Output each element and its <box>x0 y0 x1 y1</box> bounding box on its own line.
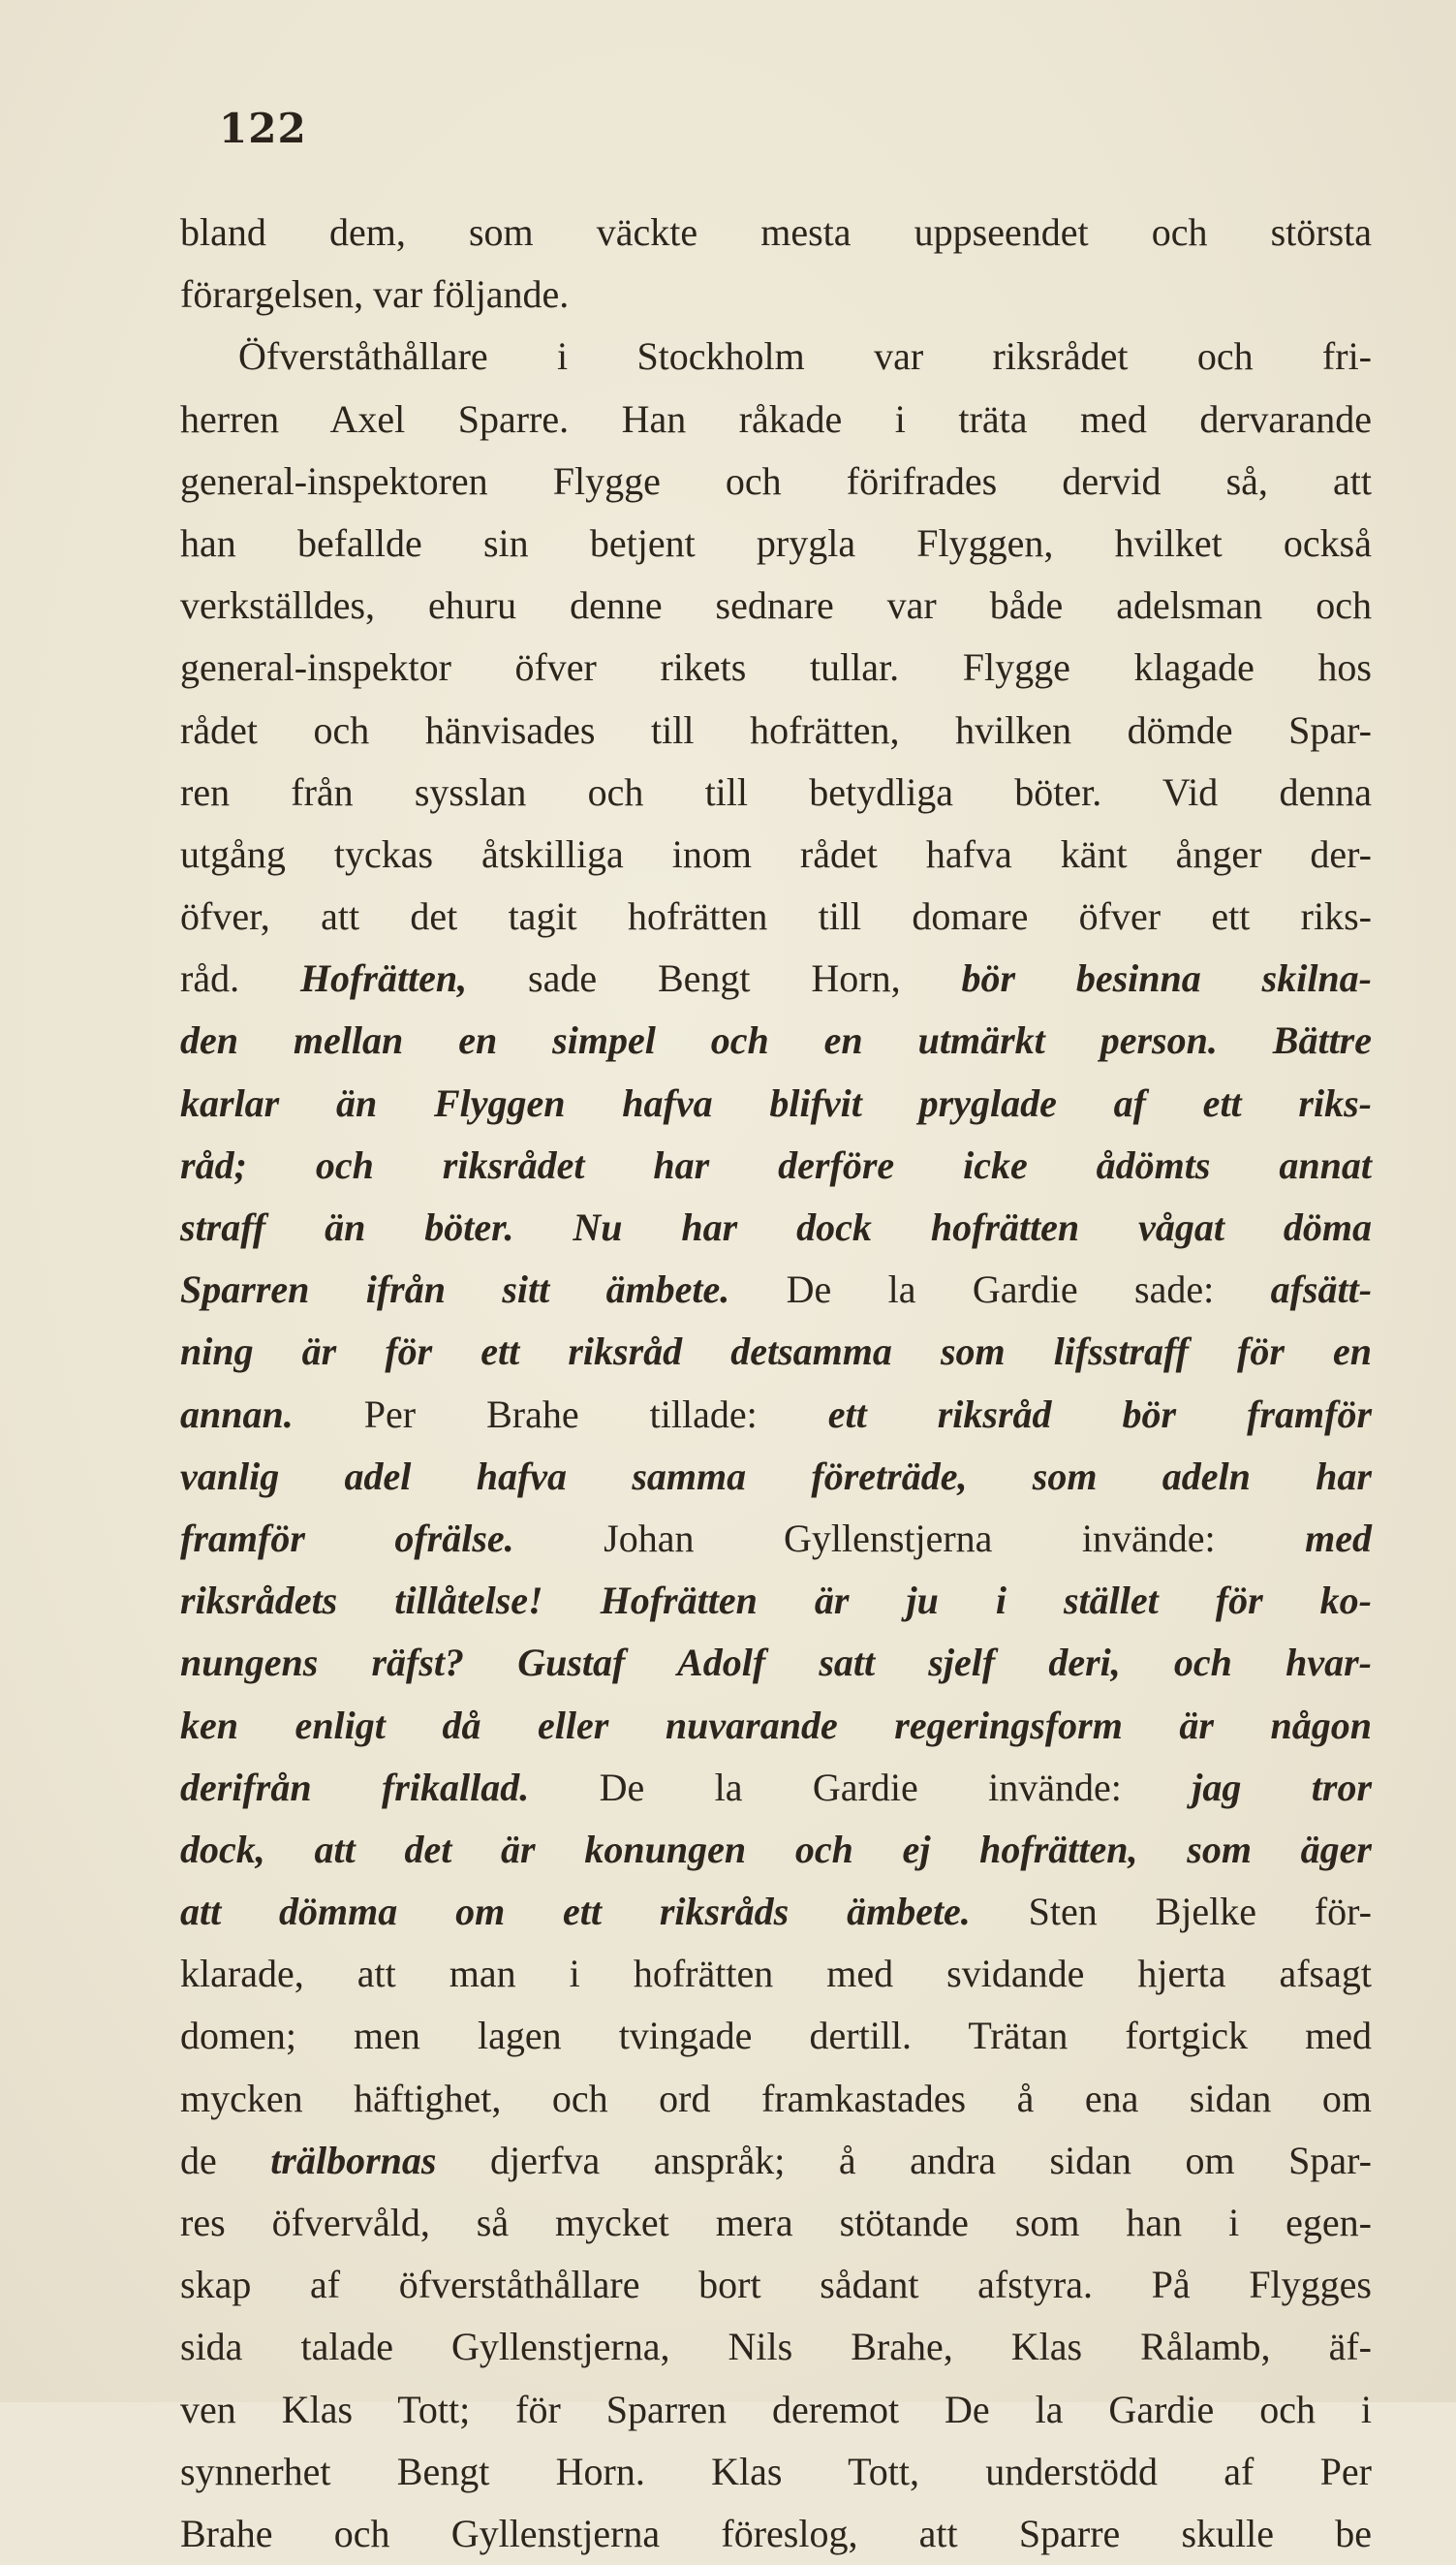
text-line <box>180 1259 1372 1321</box>
italic-text-segment: framför ofrälse. <box>180 1516 514 1560</box>
text-segment: förargelsen, var följande. <box>180 272 570 317</box>
text-segment: ren från sysslan och till betydliga böter. Vid denna <box>180 769 1372 814</box>
text-line <box>180 575 1372 637</box>
text-line <box>180 700 1372 762</box>
text-line <box>180 762 1372 824</box>
italic-text-segment: vanlig adel hafva samma företräde, som adeln har <box>180 1454 1372 1498</box>
text-line <box>180 2254 1372 2316</box>
text-line <box>180 1197 1372 1259</box>
text-segment: rådet och hänvisades till hofrätten, hvilken dömde Spar- <box>180 707 1372 752</box>
italic-text-segment: råd; och riksrådet har derföre icke ådömts annat <box>180 1142 1372 1187</box>
text-segment: sade Bengt Horn, <box>467 956 962 1001</box>
text-line <box>180 513 1372 575</box>
text-line <box>180 2441 1372 2503</box>
italic-text-segment: bör besinna skilna- <box>961 956 1373 1001</box>
text-line <box>180 1073 1372 1135</box>
italic-text-segment: karlar än Flyggen hafva blifvit pryglade af ett riks- <box>180 1080 1372 1125</box>
text-segment: han befallde sin betjent prygla Flyggen, hvilket också <box>180 520 1372 565</box>
text-line <box>180 1695 1372 1757</box>
text-segment: herren Axel Sparre. Han råkade i träta med dervarande <box>180 396 1372 441</box>
text-line <box>180 1135 1372 1197</box>
text-line <box>180 2316 1372 2378</box>
text-line <box>180 1632 1372 1694</box>
text-line <box>180 1508 1372 1570</box>
text-segment: Sten Bjelke för- <box>970 1890 1372 1934</box>
text-line <box>180 1446 1372 1508</box>
italic-text-segment: trälbornas <box>270 2138 437 2182</box>
italic-text-segment: med <box>1305 1516 1372 1560</box>
italic-text-segment: Sparren ifrån sitt ämbete. <box>180 1267 730 1312</box>
text-line <box>180 948 1372 1010</box>
text-segment: general-inspektoren Flygge och förifrades dervid så, att <box>180 458 1372 503</box>
text-line <box>180 1881 1372 1943</box>
italic-text-segment: straff än böter. Nu har dock hofrätten vågat döma <box>180 1205 1372 1249</box>
text-line <box>180 2068 1372 2130</box>
text-line <box>180 1010 1372 1072</box>
text-line <box>180 1321 1372 1383</box>
text-segment: de <box>180 2138 271 2182</box>
text-line <box>180 2379 1372 2441</box>
text-line <box>180 202 1372 264</box>
italic-text-segment: ken enligt då eller nuvarande regeringsform är någon <box>180 1703 1372 1747</box>
text-segment: mycken häftighet, och ord framkastades å ena sidan om <box>180 2076 1372 2120</box>
italic-text-segment: annan. <box>180 1392 294 1436</box>
text-line <box>180 1757 1372 1819</box>
italic-text-segment: att dömma om ett riksråds ämbete. <box>180 1890 971 1934</box>
text-segment: De la Gardie sade: <box>729 1267 1271 1312</box>
text-segment: öfver, att det tagit hofrätten till domare öfver ett riks- <box>180 894 1372 939</box>
text-line <box>180 824 1372 886</box>
text-line <box>180 264 1372 326</box>
text-segment: råd. <box>180 956 300 1001</box>
text-segment: domen; men lagen tvingade dertill. Trätan fortgick med <box>180 2014 1372 2058</box>
italic-text-segment: jag tror <box>1192 1765 1373 1809</box>
text-line <box>180 2503 1372 2565</box>
italic-text-segment: den mellan en simpel och en utmärkt person. Bättre <box>180 1018 1372 1063</box>
text-segment: De la Gardie invände: <box>529 1765 1193 1809</box>
text-segment: djerfva anspråk; å andra sidan om Spar- <box>436 2138 1372 2182</box>
italic-text-segment: dock, att det är konungen och ej hofrätten, som äger <box>180 1827 1372 1871</box>
text-segment: res öfvervåld, så mycket mera stötande som han i egen- <box>180 2201 1372 2244</box>
italic-text-segment: riksrådets tillåtelse! Hofrätten är ju i stället för ko- <box>180 1579 1372 1623</box>
text-line <box>180 389 1372 451</box>
text-line <box>180 637 1372 699</box>
text-segment: Öfverståthållare i Stockholm var riksrådet och fri- <box>238 334 1372 379</box>
text-line <box>180 1943 1372 2005</box>
italic-text-segment: derifrån frikallad. <box>180 1765 530 1809</box>
text-line <box>180 2005 1372 2067</box>
text-line <box>180 451 1372 513</box>
text-segment: bland dem, som väckte mesta uppseendet och största <box>180 210 1372 254</box>
text-segment: synnerhet Bengt Horn. Klas Tott, understödd af Per <box>180 2449 1372 2493</box>
text-line <box>180 2192 1372 2254</box>
text-line <box>180 1819 1372 1881</box>
text-line <box>180 326 1372 388</box>
italic-text-segment: afsätt- <box>1270 1267 1373 1312</box>
text-segment: Johan Gyllenstjerna invände: <box>513 1516 1306 1560</box>
body-text <box>180 202 1372 2565</box>
text-segment: klarade, att man i hofrätten med svidande hjerta afsagt <box>180 1952 1372 1996</box>
italic-text-segment: ett riksråd bör framför <box>827 1392 1373 1436</box>
text-segment: Brahe och Gyllenstjerna föreslog, att Sparre skulle be <box>180 2511 1372 2555</box>
text-line <box>180 1570 1372 1632</box>
italic-text-segment: Hofrätten, <box>299 956 468 1001</box>
text-segment: Per Brahe tillade: <box>293 1392 828 1436</box>
text-segment: skap af öfverståthållare bort sådant afstyra. På Flygges <box>180 2263 1372 2307</box>
italic-text-segment: nungens räfst? Gustaf Adolf satt sjelf deri, och hvar- <box>180 1641 1372 1685</box>
page-number: 122 <box>219 105 307 152</box>
text-line <box>180 2130 1372 2192</box>
text-segment: verkställdes, ehuru denne sednare var både adelsman och <box>180 583 1372 628</box>
text-segment: sida talade Gyllenstjerna, Nils Brahe, Klas Rålamb, äf- <box>180 2325 1372 2369</box>
text-segment: general-inspektor öfver rikets tullar. Flygge klagade hos <box>180 645 1372 690</box>
text-line <box>180 1384 1372 1446</box>
text-line <box>180 886 1372 948</box>
italic-text-segment: ning är för ett riksråd detsamma som lifsstraff för en <box>180 1329 1372 1374</box>
text-segment: utgång tyckas åtskilliga inom rådet hafva känt ånger der- <box>180 831 1372 876</box>
text-segment: ven Klas Tott; för Sparren deremot De la Gardie och i <box>180 2387 1372 2431</box>
